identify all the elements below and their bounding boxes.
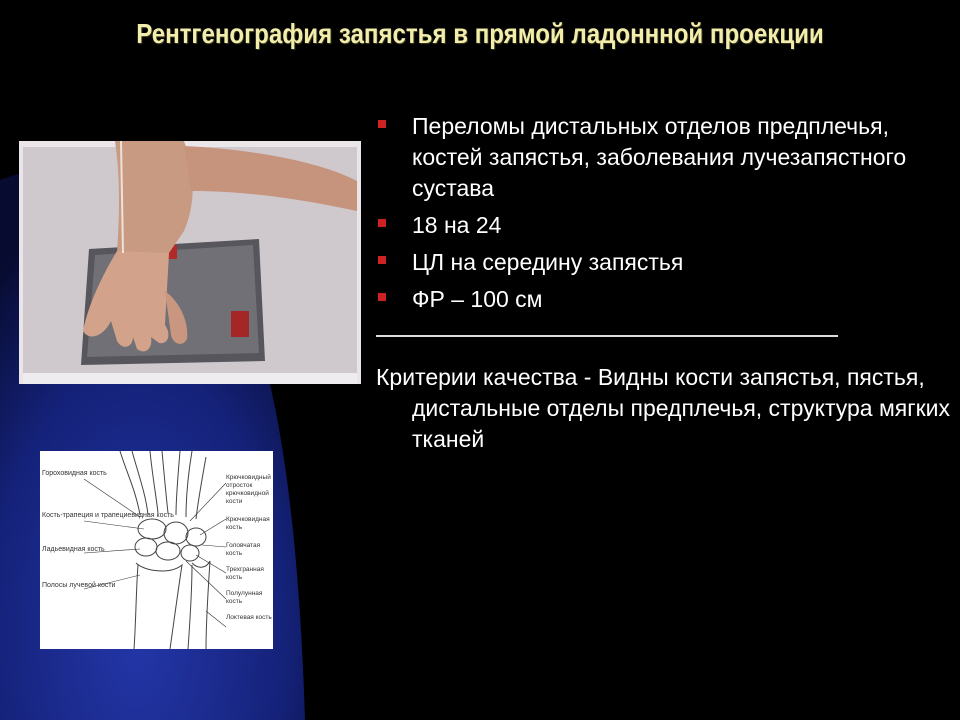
label-trapezium: Кость-трапеция и трапециевидная кость xyxy=(42,512,174,519)
label-scaphoid: Ладьевидная кость xyxy=(42,546,105,553)
label-pisiform: Гороховидная кость xyxy=(42,470,107,477)
label-hamulus: Крючковидный отросток крючковидной кости xyxy=(226,474,271,505)
diagram-right-labels xyxy=(226,474,274,622)
bullet-text: 18 на 24 xyxy=(412,212,502,238)
bullet-text: ЦЛ на середину запястья xyxy=(412,249,684,275)
slide-title: Рентгенография запястья в прямой ладоннной проекции xyxy=(136,18,824,49)
quality-criteria: Критерии качества - Видны кости запястья, пястья, дистальные отделы предплечья, структура мягких тканей xyxy=(376,364,951,452)
indications-list xyxy=(376,111,936,321)
separator-line xyxy=(376,335,838,337)
list-item xyxy=(376,284,936,315)
label-triquetrum: Трехгранная кость xyxy=(226,566,264,581)
bullet-text: ФР – 100 см xyxy=(412,286,543,312)
bullet-square-icon xyxy=(378,219,386,227)
wrist-positioning-photo xyxy=(19,141,361,384)
label-ulna: Локтевая кость xyxy=(226,614,272,621)
bullet-square-icon xyxy=(378,256,386,264)
label-hamate: Крючковидная кость xyxy=(226,516,270,531)
list-item xyxy=(376,247,936,278)
list-item xyxy=(376,210,936,241)
bullet-square-icon xyxy=(378,293,386,301)
bullet-text: Переломы дистальных отделов предплечья, костей запястья, заболевания лучезапястного сустава xyxy=(412,113,907,201)
label-radius: Полосы лучевой кости xyxy=(42,582,116,589)
list-item xyxy=(376,111,936,204)
label-capitate: Головчатая кость xyxy=(226,542,261,557)
bullet-square-icon xyxy=(378,120,386,128)
label-lunate: Полулунная кость xyxy=(226,590,263,605)
